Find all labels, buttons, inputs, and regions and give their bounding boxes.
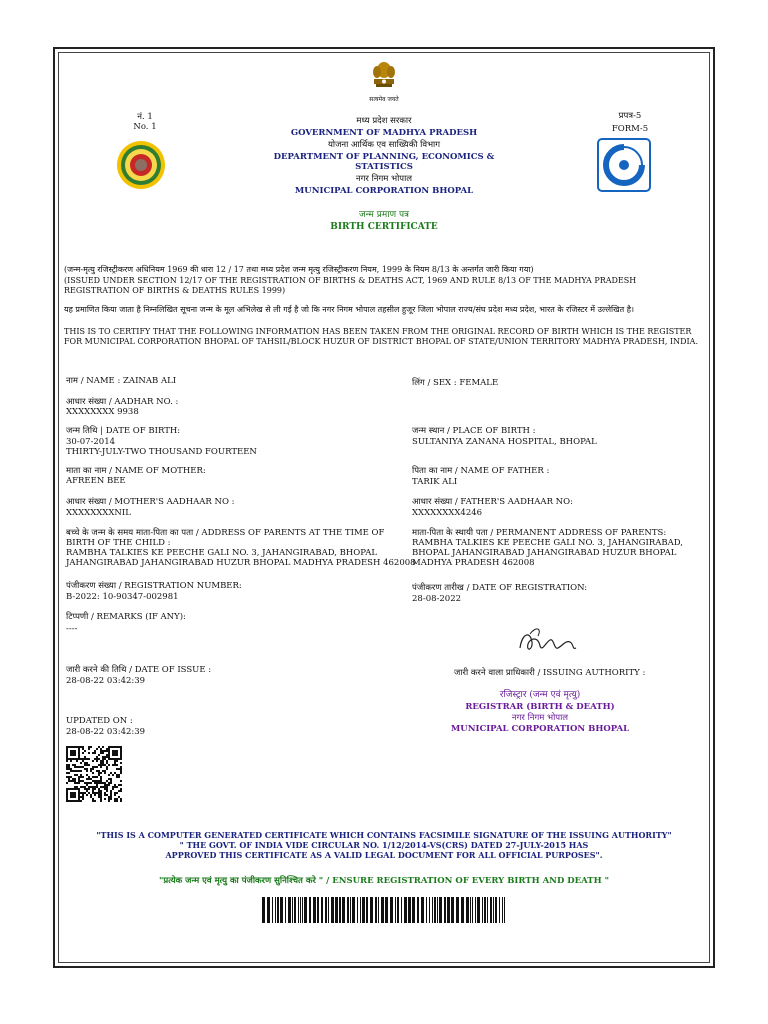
birth-address-value-line1: RAMBHA TALKIES KE PEECHE GALI NO. 3, JAHANGIRABAD, BHOPAL — [66, 548, 378, 558]
place-of-birth-label: जन्म स्थान / PLACE OF BIRTH : — [412, 426, 536, 436]
father-aadhaar-value: XXXXXXXX4246 — [412, 508, 483, 518]
corporation-name-hi: नगर निगम भोपाल — [355, 174, 413, 184]
issued-under-en: (ISSUED UNDER SECTION 12/17 OF THE REGISTRATION OF BIRTHS & DEATHS ACT, 1969 AND RULE 8/13 OF THE MADHYA PRADESH REGISTRATION OF BIRTHS & DEATHS RULES 1999) — [64, 276, 637, 295]
birth-address-label-line2: BIRTH OF THE CHILD : — [66, 538, 171, 548]
child-name: नाम / NAME : ZAINAB ALI — [66, 376, 177, 386]
registration-date-label: पंजीकरण तारीख / DATE OF REGISTRATION: — [412, 583, 588, 593]
place-of-birth-value: SULTANIYA ZANANA HOSPITAL, BHOPAL — [412, 437, 597, 447]
mother-aadhaar-value: XXXXXXXXNIL — [66, 508, 131, 518]
issuing-authority-label: जारी करने वाला प्राधिकारी / ISSUING AUTHORITY : — [454, 668, 646, 678]
department-name-en-line1: DEPARTMENT OF PLANNING, ECONOMICS & — [273, 152, 495, 162]
qr-code — [66, 746, 122, 802]
certify-statement-hi: यह प्रमाणित किया जाता है निम्नलिखित सूचना जन्म के मूल अभिलेख से ली गई है जो कि नगर निगम भोपाल तहसील हुजूर जिला भोपाल राज्य/संघ प्रदेश मध्य प्रदेश, भारत के रजिस्टर में उल्लेखित है। — [64, 305, 634, 314]
remarks-value: ---- — [66, 624, 78, 634]
signature-image — [512, 620, 582, 660]
department-name-hi: योजना आर्थिक एव साख्यिकी विभाग — [327, 140, 441, 150]
mp-government-seal-icon — [116, 140, 166, 190]
date-of-issue-label: जारी करने की तिथि / DATE OF ISSUE : — [66, 665, 212, 675]
registrar-title-hi: रजिस्ट्रार (जन्म एवं मृत्यु) — [499, 690, 581, 700]
dob-words: THIRTY-JULY-TWO THOUSAND FOURTEEN — [66, 447, 257, 457]
aadhar-label: आधार संख्या / AADHAR NO. : — [66, 397, 179, 407]
birth-address-value-line2: JAHANGIRABAD JAHANGIRABAD HUZUR BHOPAL MADHYA PRADESH 462008 — [66, 558, 416, 568]
footer-computer-generated-note: "THIS IS A COMPUTER GENERATED CERTIFICATE WHICH CONTAINS FACSIMILE SIGNATURE OF THE ISSUING AUTHORITY" — [96, 830, 672, 840]
footer-approval-note: APPROVED THIS CERTIFICATE AS A VALID LEGAL DOCUMENT FOR ALL OFFICIAL PURPOSES". — [165, 850, 603, 860]
form-number-en: FORM-5 — [611, 124, 649, 134]
mother-name-label: माता का नाम / NAME OF MOTHER: — [66, 466, 206, 476]
footer-slogan: "प्रत्येक जन्म एवं मृत्यु का पंजीकरण सुनिश्चित करे " / ENSURE REGISTRATION OF EVERY BIRTH AND DEATH " — [158, 876, 609, 886]
dob-value: 30-07-2014 — [66, 437, 116, 447]
father-name-value: TARIK ALI — [412, 477, 458, 487]
father-aadhaar-label: आधार संख्या / FATHER'S AADHAAR NO: — [412, 497, 573, 507]
barcode — [262, 897, 508, 923]
updated-on-value: 28-08-22 03:42:39 — [66, 727, 146, 737]
dob-label: जन्म तिथि | DATE OF BIRTH: — [66, 426, 181, 436]
mother-name-value: AFREEN BEE — [66, 476, 126, 486]
permanent-address-value-line2: BHOPAL JAHANGIRABAD JAHANGIRABAD HUZUR BHOPAL — [412, 548, 677, 558]
updated-on-label: UPDATED ON : — [66, 716, 133, 726]
national-emblem-icon — [366, 60, 402, 96]
registrar-corporation-hi: नगर निगम भोपाल — [511, 713, 569, 723]
date-of-issue-value: 28-08-22 03:42:39 — [66, 676, 146, 686]
mother-aadhaar-label: आधार संख्या / MOTHER'S AADHAAR NO : — [66, 497, 235, 507]
registration-number-value: B-2022: 10-90347-002981 — [66, 592, 179, 602]
permanent-address-label: माता-पिता के स्थायी पता / PERMANENT ADDRESS OF PARENTS: — [412, 528, 667, 538]
father-name-label: पिता का नाम / NAME OF FATHER : — [412, 466, 550, 476]
child-sex: लिंग / SEX : FEMALE — [412, 378, 499, 388]
department-name-en-line2: STATISTICS — [355, 162, 413, 172]
certificate-title-hi: जन्म प्रमाण पत्र — [358, 210, 410, 220]
form-number-hi: प्रपत्र-5 — [618, 111, 642, 121]
footer-circular-note: " THE GOVT. OF INDIA VIDE CIRCULAR NO. 1/12/2014-VS(CRS) DATED 27-JULY-2015 HAS — [179, 840, 589, 850]
corporation-name-en: MUNICIPAL CORPORATION BHOPAL — [294, 186, 474, 196]
govt-name-en: GOVERNMENT OF MADHYA PRADESH — [290, 128, 478, 138]
permanent-address-value-line1: RAMBHA TALKIES KE PEECHE GALI NO. 3, JAHANGIRABAD, — [412, 538, 683, 548]
aadhar-value: XXXXXXXX 9938 — [66, 407, 139, 417]
crs-logo-icon — [596, 137, 652, 193]
certificate-title-en: BIRTH CERTIFICATE — [330, 222, 438, 232]
registrar-corporation-en: MUNICIPAL CORPORATION BHOPAL — [450, 724, 630, 734]
emblem-motto: सत्यमेव जयते — [369, 96, 399, 103]
permanent-address-value-line3: MADHYA PRADESH 462008 — [412, 558, 535, 568]
birth-address-label-line1: बच्चे के जन्म के समय माता-पिता का पता / ADDRESS OF PARENTS AT THE TIME OF — [66, 528, 385, 538]
certify-statement-en: THIS IS TO CERTIFY THAT THE FOLLOWING INFORMATION HAS BEEN TAKEN FROM THE ORIGINAL RECORD OF BIRTH WHICH IS THE REGISTER FOR MUNICIPAL CORPORATION BHOPAL OF TAHSIL/BLOCK HUZUR OF DISTRICT BHOPAL OF STATE/UNION TERRITORY MADHYA PRADESH, INDIA. — [64, 327, 698, 346]
govt-name-hi: मध्य प्रदेश सरकार — [356, 116, 412, 126]
registration-number-label: पंजीकरण संख्या / REGISTRATION NUMBER: — [66, 581, 242, 591]
registration-date-value: 28-08-2022 — [412, 594, 462, 604]
certificate-number-en: No. 1 — [133, 122, 157, 132]
remarks-label: टिप्पणी / REMARKS (IF ANY): — [66, 612, 186, 622]
registrar-title-en: REGISTRAR (BIRTH & DEATH) — [465, 702, 615, 712]
issued-under-hi: (जन्म-मृत्यु रजिस्ट्रीकरण अधिनियम 1969 की धारा 12 / 17 तथा मध्य प्रदेश जन्म मृत्यु रजिस्ट्रीकरण नियम, 1999 के नियम 8/13 के अन्तर्गत जारी किया गया) — [64, 265, 534, 274]
certificate-number-hi: नं. 1 — [137, 112, 153, 122]
